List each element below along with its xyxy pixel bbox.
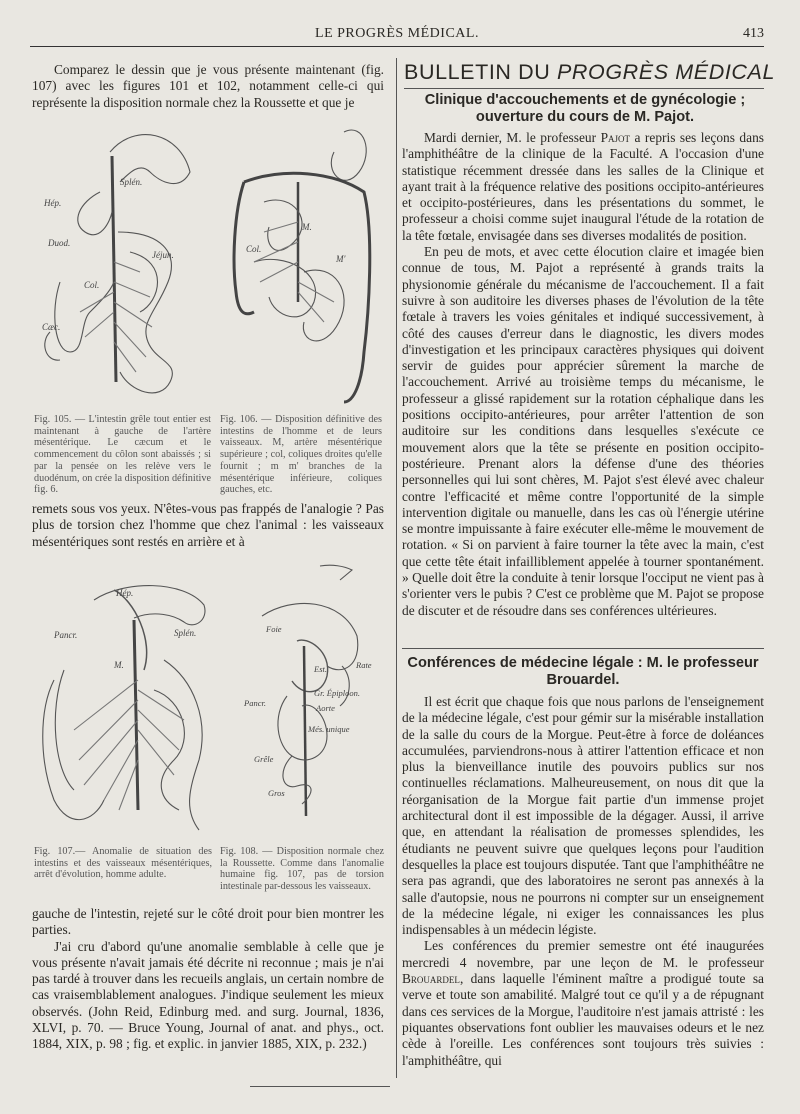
article-heading-1: Clinique d'accouchements et de gynécologie ; ouverture du cours de M. Pajot. [424, 92, 746, 125]
fig108-label-4: Gr. Épiploon. [314, 688, 361, 698]
figure-106-illustration [224, 112, 384, 408]
figure-107-illustration [34, 560, 230, 842]
article-1-para-1 [402, 130, 764, 244]
article-2-para-1: Il est écrit que chaque fois que nous parlons de l'enseignement de la médecine légale, c'est pour gémir sur la misérable installation de la salle du cours de la Morgue. Peut-être à force de doléances accumulées, parviendrons-nous à attirer l'attention efficace et non plus la bienveillance inutile des pouvoirs publics sur nos continuelles réclamations. Malheureusement, on nous dit que la réorganisation de la Morgue fait partie d'un immense projet architectural dont il est impossible de la dégager. Aussi, il arrive que, en attendant la réalisation de promesses splendides, les étudiants ne peuvent suivre que quelques leçons pour l'audition desquelles la place est toujours disputée. Tant que l'amphithéâtre ne sera pas agrandi, que des laboratoires ne seront pas annexés à la salle d'autopsie, nous ne pourrons ni compter sur un enseignement de la médecine légale, ni exiger les connaissances les plus indispensables à un médecin légiste. [402, 694, 764, 938]
page-number: 413 [743, 26, 764, 41]
fig105-label-3: Jéjun. [152, 250, 174, 260]
fig105-label-2: Duod. [48, 238, 71, 248]
bulletin-rule [404, 88, 764, 89]
fig105-label-5: Cæc. [42, 322, 61, 332]
fig105-label-4: Col. [84, 280, 100, 290]
intro-paragraph: Comparez le dessin que je vous présente maintenant (fig. 107) avec les figures 101 et 102, notamment celle-ci qui représente la disposition normale chez la Roussette et que je [32, 62, 384, 110]
bulletin-journal-name: PROGRÈS MÉDICAL [556, 60, 776, 84]
fig108-label-1: Est. [314, 664, 327, 674]
left-bottom [32, 906, 384, 1053]
fig108-label-5: Aorte [316, 703, 335, 713]
article-heading-2: Conférences de médecine légale : M. le professeur Brouardel. [407, 655, 759, 688]
caption-fig-106: Fig. 106. — Disposition définitive des intestins de l'homme et de leurs vaisseaux. M, artère mésentérique supérieure ; col, coliques droites qu'elle fournit ; m m' branches de la mésentérique inférieure, coliques gauches, etc. [220, 414, 382, 496]
end-rule [250, 1086, 390, 1087]
section-rule [402, 648, 764, 649]
p1-end: a repris ses leçons dans l'amphithéâtre de la clinique de la Faculté. A l'occasion d'une statistique récemment dressée dans les salles de la Clinique et ayant trait à la fréquence relative des positions occipito-antérieures et occipito-postérieures, dans les présentations du sommet, le professeur a choisi comme sujet inaugural l'étude de la rotation de la tête fœtale, envisagée dans ses diverses modalités de position. [402, 130, 764, 243]
figure-108 [232, 556, 386, 842]
figure-105 [40, 112, 218, 408]
caption-fig-108: Fig. 108. — Disposition normale chez la Roussette. Comme dans l'anomalie humaine fig. 107, pas de torsion intestinale par-dessous les vaisseaux. [220, 846, 384, 893]
fig108-label-3: Pancr. [244, 698, 266, 708]
fig107-label-2: Splén. [174, 628, 197, 638]
left-intro [32, 62, 384, 111]
bulletin-prefix: BULLETIN DU [404, 60, 551, 84]
fig106-label-2: M' [336, 254, 346, 264]
article-1 [402, 130, 764, 619]
fig108-label-0: Foie [266, 624, 282, 634]
fig108-label-8: Gros [268, 788, 285, 798]
left-middle [32, 501, 384, 550]
figure-106 [224, 112, 384, 408]
p1-name: Pajot [600, 130, 631, 145]
middle-paragraph: remets sous vos yeux. N'êtes-vous pas frappés de l'analogie ? Pas plus de torsion chez l'homme que chez l'animal : les vaisseaux mésentériques sont restés en arrière et à [32, 501, 384, 549]
fig107-label-3: M. [114, 660, 124, 670]
bulletin-title [404, 60, 776, 85]
article-1-para-2: En peu de mots, et avec cette élocution claire et imagée bien connue de tous, M. Pajot a représenté à grands traits la physionomie générale du mécanisme de l'accouchement. Il a fait suivre à son auditoire les diverses phases de l'évolution de la tête fœtale à travers les voies génitales et indiqué successivement, à côté des causes d'erreur dans le diagnostic, les divers modes d'investigation et les principaux caractères physiques qui doivent servir de guides pour apprécier sûrement la marche de l'accouchement. Arrivé au troisième temps du mécanisme, le professeur a glissé rapidement sur la rotation céphalique dans les positions occipito-antérieures, pour arrêter l'attention de son auditoire sur les conditions dans lesquelles s'exécute ce mouvement alors que la tête se présente en position occipito-postérieure. Prenant alors la défense d'une des théories personnelles qui lui sont chères, M. Pajot s'est élevé avec chaleur contre l'efficacité et même contre l'opportunité de la simple intervention digitale ou manuelle, dans les cas où l'énergie utérine se montre impuissante à faire exécuter elle-même le mouvement de rotation. « Si on parvient à faire tourner la tête avec la main, c'est que cette tête était infailliblement appelée à tourner spontanément. » Quelle doit être la conduite à tenir lorsque l'occiput ne vient pas à s'orienter vers le pubis ? C'est ce problème que M. Pajot se propose de discuter et de résoudre dans ses conférences ultérieures. [402, 244, 764, 618]
references-paragraph: J'ai cru d'abord qu'une anomalie semblable à celle que je vous présente n'avait jamais été décrite ni reconnue ; mais je n'ai pas tardé à trouver dans les recueils anglais, un certain nombre de cas vraisemblablement analogues. J'indique seulement les mieux observés. (John Reid, Edinburg med. and surg. Journal, 1836, XLVI, p. 70. — Bruce Young, Journal of anat. and phys., oct. 1884, XIX, p. 98 ; fig. et explic. in janvier 1885, XIX, p. 232.) [32, 938, 384, 1052]
p4-end: , dans laquelle l'éminent maître a prodigué toute sa verve et toute son amabilité. Malgré tout ce qu'il y a de répugnant dans ces services de la Morgue, l'auditoire n'est jamais attristé : les piquantes observations font oublier les mauvaises odeurs et le nez cède à l'oreille. Les conférences sont toujours très suivies : l'amphithéâtre, qui [402, 971, 764, 1068]
fig106-label-1: M. [302, 222, 312, 232]
fig105-label-0: Splén. [120, 177, 143, 187]
caption-fig-105: Fig. 105. — L'intestin grêle tout entier est maintenant à gauche de l'artère mésentérique. Le cæcum et le commencement du côlon sont abaissés ; si par la pensée on les relève vers le duodénum, on crée la disposition définitive fig. 6. [34, 414, 211, 496]
p4-start: Les conférences du premier semestre ont été inaugurées mercredi 4 novembre, par une leçon de M. le professeur [402, 938, 764, 970]
article-2-para-2 [402, 938, 764, 1068]
fig107-label-0: Hép. [116, 588, 134, 598]
fig105-label-1: Hép. [44, 198, 62, 208]
p4-name: Brouardel [402, 971, 460, 987]
caption-fig-107: Fig. 107.— Anomalie de situation des intestins et des vaisseaux mésentériques, arrêt d'évolution, homme adulte. [34, 846, 212, 881]
fig107-label-1: Pancr. [54, 630, 78, 640]
article-2 [402, 694, 764, 1069]
after-paragraph: gauche de l'intestin, rejeté sur le côté droit pour bien montrer les parties. [32, 906, 384, 938]
fig108-label-7: Grêle [254, 754, 274, 764]
column-divider [396, 58, 397, 1078]
journal-title: LE PROGRÈS MÉDICAL. [315, 26, 479, 41]
fig108-label-6: Més. unique [308, 724, 350, 734]
fig108-label-2: Rate [356, 660, 372, 670]
figure-105-illustration [40, 112, 218, 408]
fig106-label-0: Col. [246, 244, 262, 254]
figure-107 [34, 560, 230, 842]
page-header [30, 24, 764, 47]
p1-start: Mardi dernier, M. le professeur [424, 130, 597, 145]
figure-108-illustration [232, 556, 386, 842]
